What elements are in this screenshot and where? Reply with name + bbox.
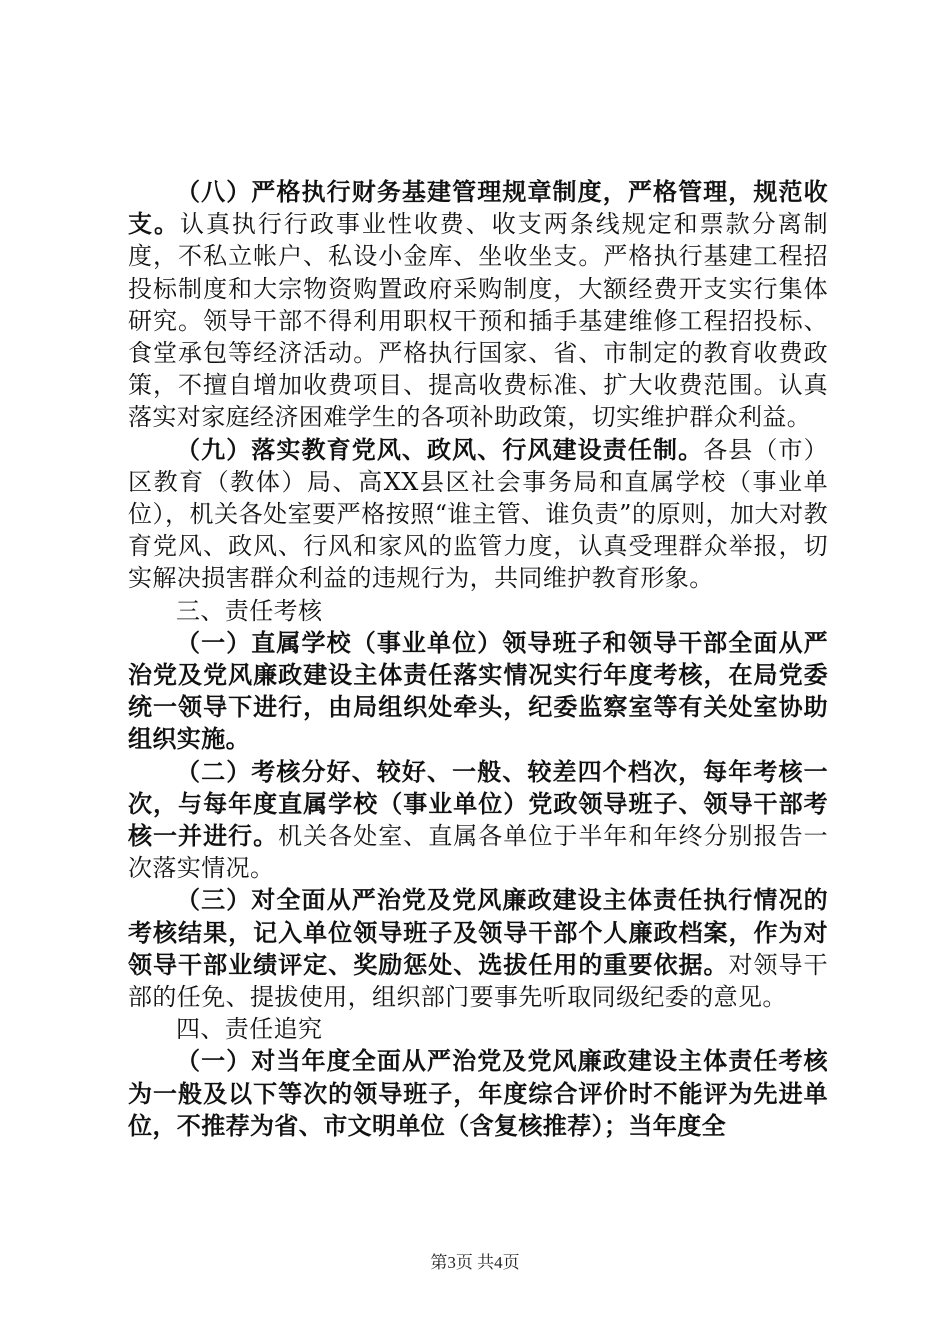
paragraph-lead: （二）考核分好、较好、一般、较差四个档次，每年考核一次，与每年度直属学校（事业单位）党政领导班子、领导干部考核一并进行。	[128, 757, 828, 851]
paragraph-3-1	[128, 627, 828, 756]
paragraph-4-1	[128, 1045, 828, 1142]
section-heading-4: 四、责任追究	[176, 1015, 323, 1044]
paragraph-text: 认真执行行政事业性收费、收支两条线规定和票款分离制度，不私立帐户、私设小金库、坐收坐支。严格执行基建工程招投标制度和大宗物资购置政府采购制度，大额经费开支实行集体研究。领导干部不得利用职权干预和插手基建维修工程招投标、食堂承包等经济活动。严格执行国家、省、市制定的教育收费政策，不擅自增加收费项目、提高收费标准、扩大收费范围。认真落实对家庭经济困难学生的各项补助政策，切实维护群众利益。	[128, 210, 828, 432]
document-body	[128, 176, 828, 1142]
paragraph-text: 机关各处室、直属各单位于半年和年终分别报告一次落实情况。	[128, 822, 828, 883]
page-number-footer: 第3页 共4页	[430, 1253, 520, 1272]
paragraph-lead: （三）对全面从严治党及党风廉政建设主体责任执行情况的考核结果，记入单位领导班子及领导干部个人廉政档案，作为对领导干部业绩评定、奖励惩处、选拔任用的重要依据。	[128, 886, 828, 979]
paragraph-9	[128, 434, 828, 595]
paragraph-text: 对领导干部的任免、提拔使用，组织部门要事先听取同级纪委的意见。	[128, 950, 828, 1012]
paragraph-lead: （一）直属学校（事业单位）领导班子和领导干部全面从严治党及党风廉政建设主体责任落实情况实行年度考核，在局党委统一领导下进行，由局组织处牵头，纪委监察室等有关处室协助组织实施。	[128, 628, 828, 754]
paragraph-3-2	[128, 756, 828, 885]
paragraph-lead: （八）严格执行财务基建管理规章制度，严格管理，规范收支。	[128, 178, 828, 239]
paragraph-lead: （一）对当年度全面从严治党及党风廉政建设主体责任考核为一般及以下等次的领导班子，年度综合评价时不能评为先进单位，不推荐为省、市文明单位（含复核推荐）；当年度全	[128, 1047, 828, 1140]
paragraph-8	[128, 176, 828, 434]
paragraph-3-3	[128, 884, 828, 1013]
section-heading-3: 三、责任考核	[176, 596, 323, 625]
paragraph-text: 各县（市）区教育（教体）局、高XX县区社会事务局和直属学校（事业单位），机关各处室要严格按照“谁主管、谁负责”的原则，加大对教育党风、政风、行风和家风的监管力度，认真受理群众举报，切实解决损害群众利益的违规行为，共同维护教育形象。	[128, 435, 829, 593]
paragraph-lead: （九）落实教育党风、政风、行风建设责任制。	[176, 435, 704, 464]
